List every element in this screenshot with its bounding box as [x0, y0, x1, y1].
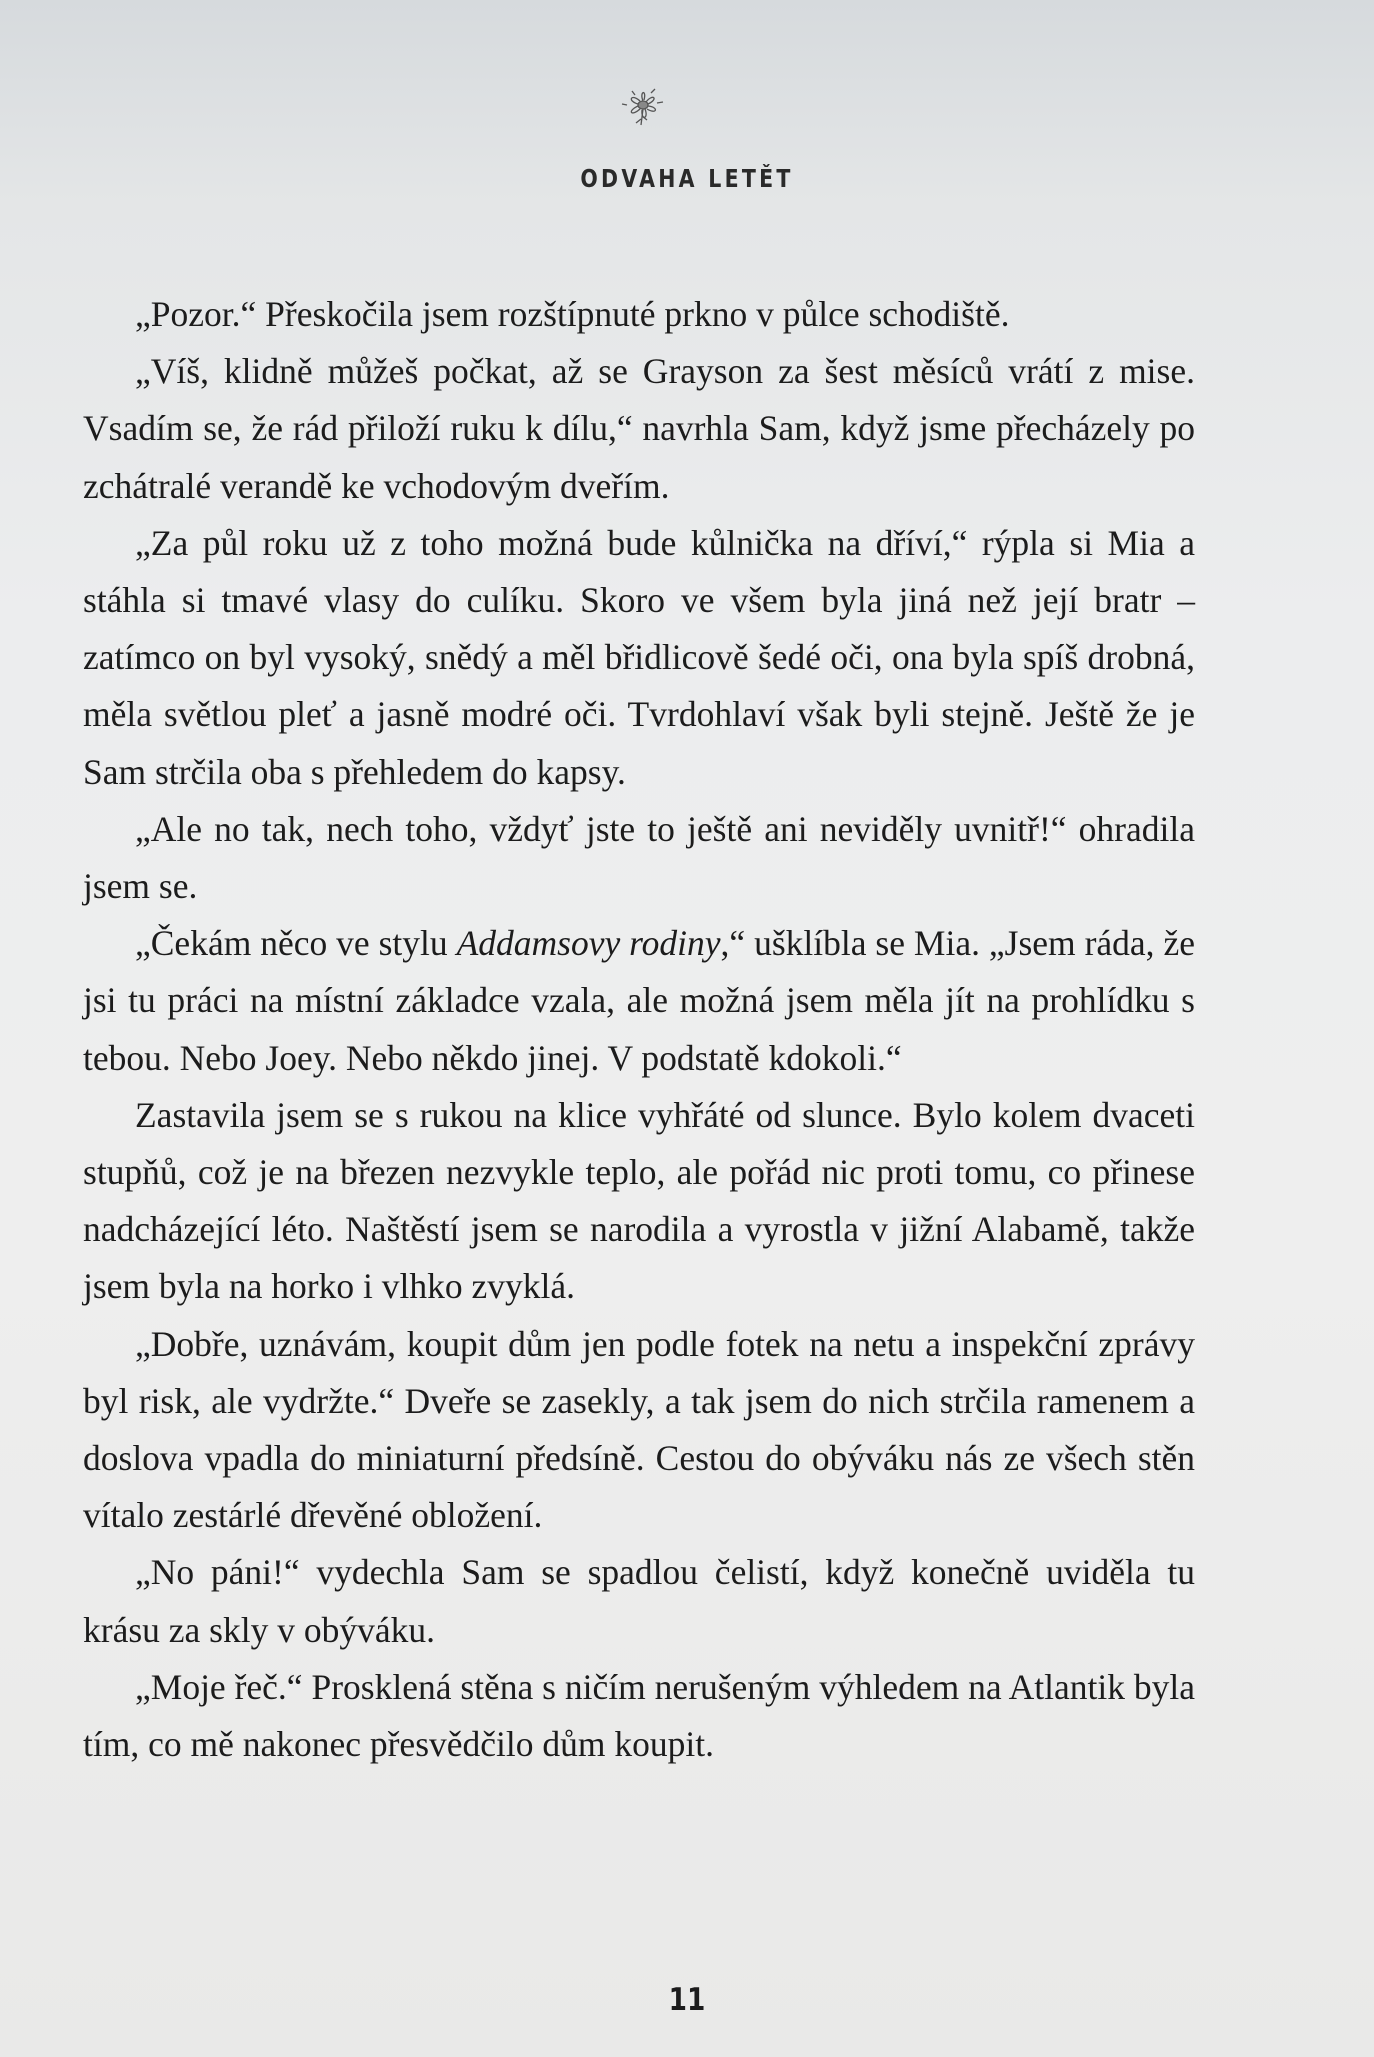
paragraph	[83, 515, 1195, 801]
text-run: „Čekám něco ve stylu	[135, 923, 457, 964]
text-run: „Víš, klidně můžeš počkat, až se Grayson za šest měsíců vrátí z mise. Vsadím se, že rád přiloží ruku k dílu,“ navrhla Sam, když jsme přecházely po zchátralé verandě ke vchodovým dveřím.	[83, 351, 1195, 506]
text-run: „Dobře, uznávám, koupit dům jen podle fotek na netu a inspekční zprávy byl risk, ale vydržte.“ Dveře se zasekly, a tak jsem do nich strčila ramenem a doslova vpadla do miniaturní předsíně. Cestou do obýváku nás ze všech stěn vítalo zestárlé dřevěné obložení.	[83, 1323, 1195, 1536]
text-run: „No páni!“ vydechla Sam se spadlou čelistí, když konečně uviděla tu krásu za skly v obýváku.	[83, 1552, 1195, 1650]
chapter-text	[83, 286, 1195, 1773]
italic-title: Addamsovy rodiny	[456, 923, 721, 964]
text-run: „Ale no tak, nech toho, vždyť jste to ještě ani neviděly uvnitř!“ ohradila jsem se.	[83, 808, 1195, 907]
text-run: Zastavila jsem se s rukou na klice vyhřáté od slunce. Bylo kolem dvaceti stupňů, což je na březen nezvykle teplo, ale pořád nic proti tomu, co přinese nadcházející léto. Naštěstí jsem se narodila a vyrostla v jižní Alabamě, takže jsem byla na horko i vlhko zvyklá.	[83, 1094, 1195, 1307]
paragraph	[83, 1659, 1195, 1773]
paragraph	[83, 915, 1195, 1087]
paragraph	[83, 343, 1195, 515]
flower-ornament-icon	[617, 83, 669, 129]
text-run: „Za půl roku už z toho možná bude kůlnička na dříví,“ rýpla si Mia a stáhla si tmavé vlasy do culíku. Skoro ve všem byla jiná než její bratr – zatímco on byl vysoký, snědý a měl břidlicově šedé oči, ona byla spíš drobná, měla světlou pleť a jasně modré oči. Tvrdohlaví však byli stejně. Ještě že je Sam strčila oba s přehledem do kapsy.	[83, 522, 1195, 792]
page-number: 11	[668, 1982, 706, 2018]
running-head: ODVAHA LETĚT	[580, 164, 794, 193]
text-run: „Pozor.“ Přeskočila jsem rozštípnuté prkno v půlce schodiště.	[135, 294, 1010, 334]
paragraph	[83, 801, 1195, 915]
text-run: ,“ ušklíbla se Mia. „Jsem ráda, že jsi tu práci na místní základce vzala, ale možná jsem měla jít na prohlídku s tebou. Nebo Joey. Nebo někdo jinej. V podstatě kdokoli.“	[83, 923, 1195, 1078]
paragraph	[83, 1316, 1195, 1545]
paragraph	[83, 1087, 1195, 1316]
paragraph	[83, 1544, 1195, 1658]
text-run: „Moje řeč.“ Prosklená stěna s ničím nerušeným výhledem na Atlantik byla tím, co mě nakonec přesvědčilo dům koupit.	[83, 1666, 1195, 1765]
paragraph	[83, 286, 1195, 343]
